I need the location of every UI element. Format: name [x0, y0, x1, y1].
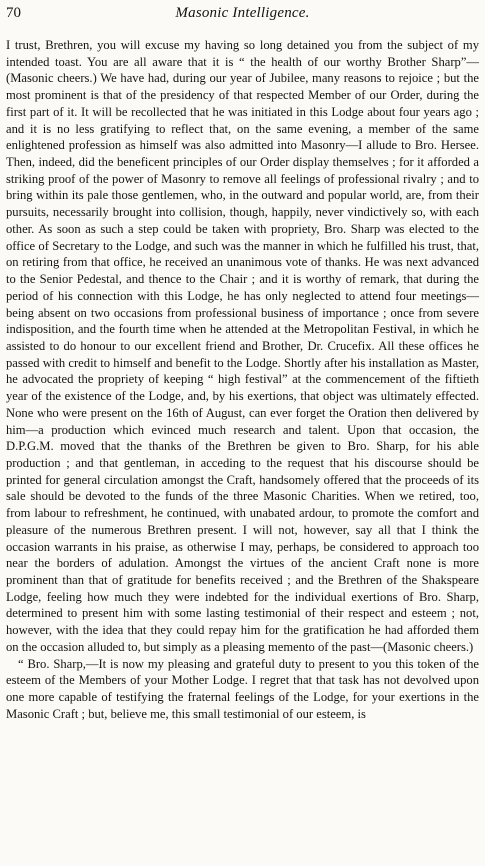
page-number: 70	[6, 5, 21, 21]
body-text	[6, 37, 479, 722]
running-head	[6, 5, 479, 27]
paragraph-presentation: “ Bro. Sharp,—It is now my pleasing and grateful duty to present to you this token of the esteem of the Members of your Mother Lodge. I regret that that task has not devolved upon one more capable of testifying the fraternal feelings of the Lodge, for your exertions in the Masonic Craft ; but, believe me, this small testimonial of our esteem, is	[6, 656, 479, 721]
paragraph-speech: I trust, Brethren, you will excuse my having so long detained you from the subject of my intended toast. You are all aware that it is “ the health of our worthy Brother Sharp”—(Masonic cheers.) We have had, during our year of Jubilee, many reasons to rejoice ; but the most prominent is that of the presidency of that respected Member of our Order, during the first part of it. It will be recollected that he was initiated in this Lodge about four years ago ; and it is no less gratifying to reflect that, on the same evening, a member of the same enlightened profession as himself was also admitted into Masonry—I allude to Bro. Hersee. Then, indeed, did the beneficent principles of our Order display themselves ; for it afforded a striking proof of the power of Masonry to remove all feelings of professional rivalry ; and to bring within its pale those gentlemen, who, in the outward and popular world, are, from their pursuits, necessarily brought into collision, though, happily, never vindictively so, with each other. As soon as such a step could be taken with propriety, Bro. Sharp was elected to the office of Secretary to the Lodge, and such was the manner in which he fulfilled his trust, that, on retiring from that office, he received an unanimous vote of thanks. He was next advanced to the Senior Pedestal, and thence to the Chair ; and it is worthy of remark, that during the period of his connection with this Lodge, he has only neglected to attend four meetings—being absent on two occasions from professional business of importance ; once from severe indisposition, and the fourth time when he attended at the Metropolitan Festival, in which he assisted to do honour to our excellent friend and Brother, Dr. Crucefix. All these offices he passed with credit to himself and benefit to the Lodge. Shortly after his installation as Master, he advocated the propriety of keeping “ high festival” at the commencement of the fiftieth year of the existence of the Lodge, and, by his exertions, that object was ultimately effected. None who were present on the 16th of August, can ever forget the Oration then delivered by him—a production which evinced much research and talent. Upon that occasion, the D.P.G.M. moved that the thanks of the Brethren be given to Bro. Sharp, for his able production ; and that gentleman, in acceding to the request that his discourse should be printed for general circulation amongst the Craft, handsomely offered that the proceeds of its sale should be devoted to the funds of the three Masonic Charities. When we retired, too, from labour to refreshment, he continued, with unabated ardour, to promote the comfort and pleasure of the numerous Brethren present. I will not, however, say all that I think the occasion warrants in his praise, as otherwise I may, perhaps, be considered to approach too near the borders of adulation. Amongst the virtues of the ancient Craft none is more prominent than that of gratitude for benefits received ; and the Brethren of the Shakspeare Lodge, feeling how much they were indebted for the individual exertions of Bro. Sharp, determined to present him with some lasting testimonial of their respect and esteem ; not, however, with the idea that they could repay him for the gratification he had afforded them on the occasion alluded to, but simply as a pleasing memento of the past—(Masonic cheers.)	[6, 38, 479, 654]
journal-title: Masonic Intelligence.	[175, 5, 310, 21]
